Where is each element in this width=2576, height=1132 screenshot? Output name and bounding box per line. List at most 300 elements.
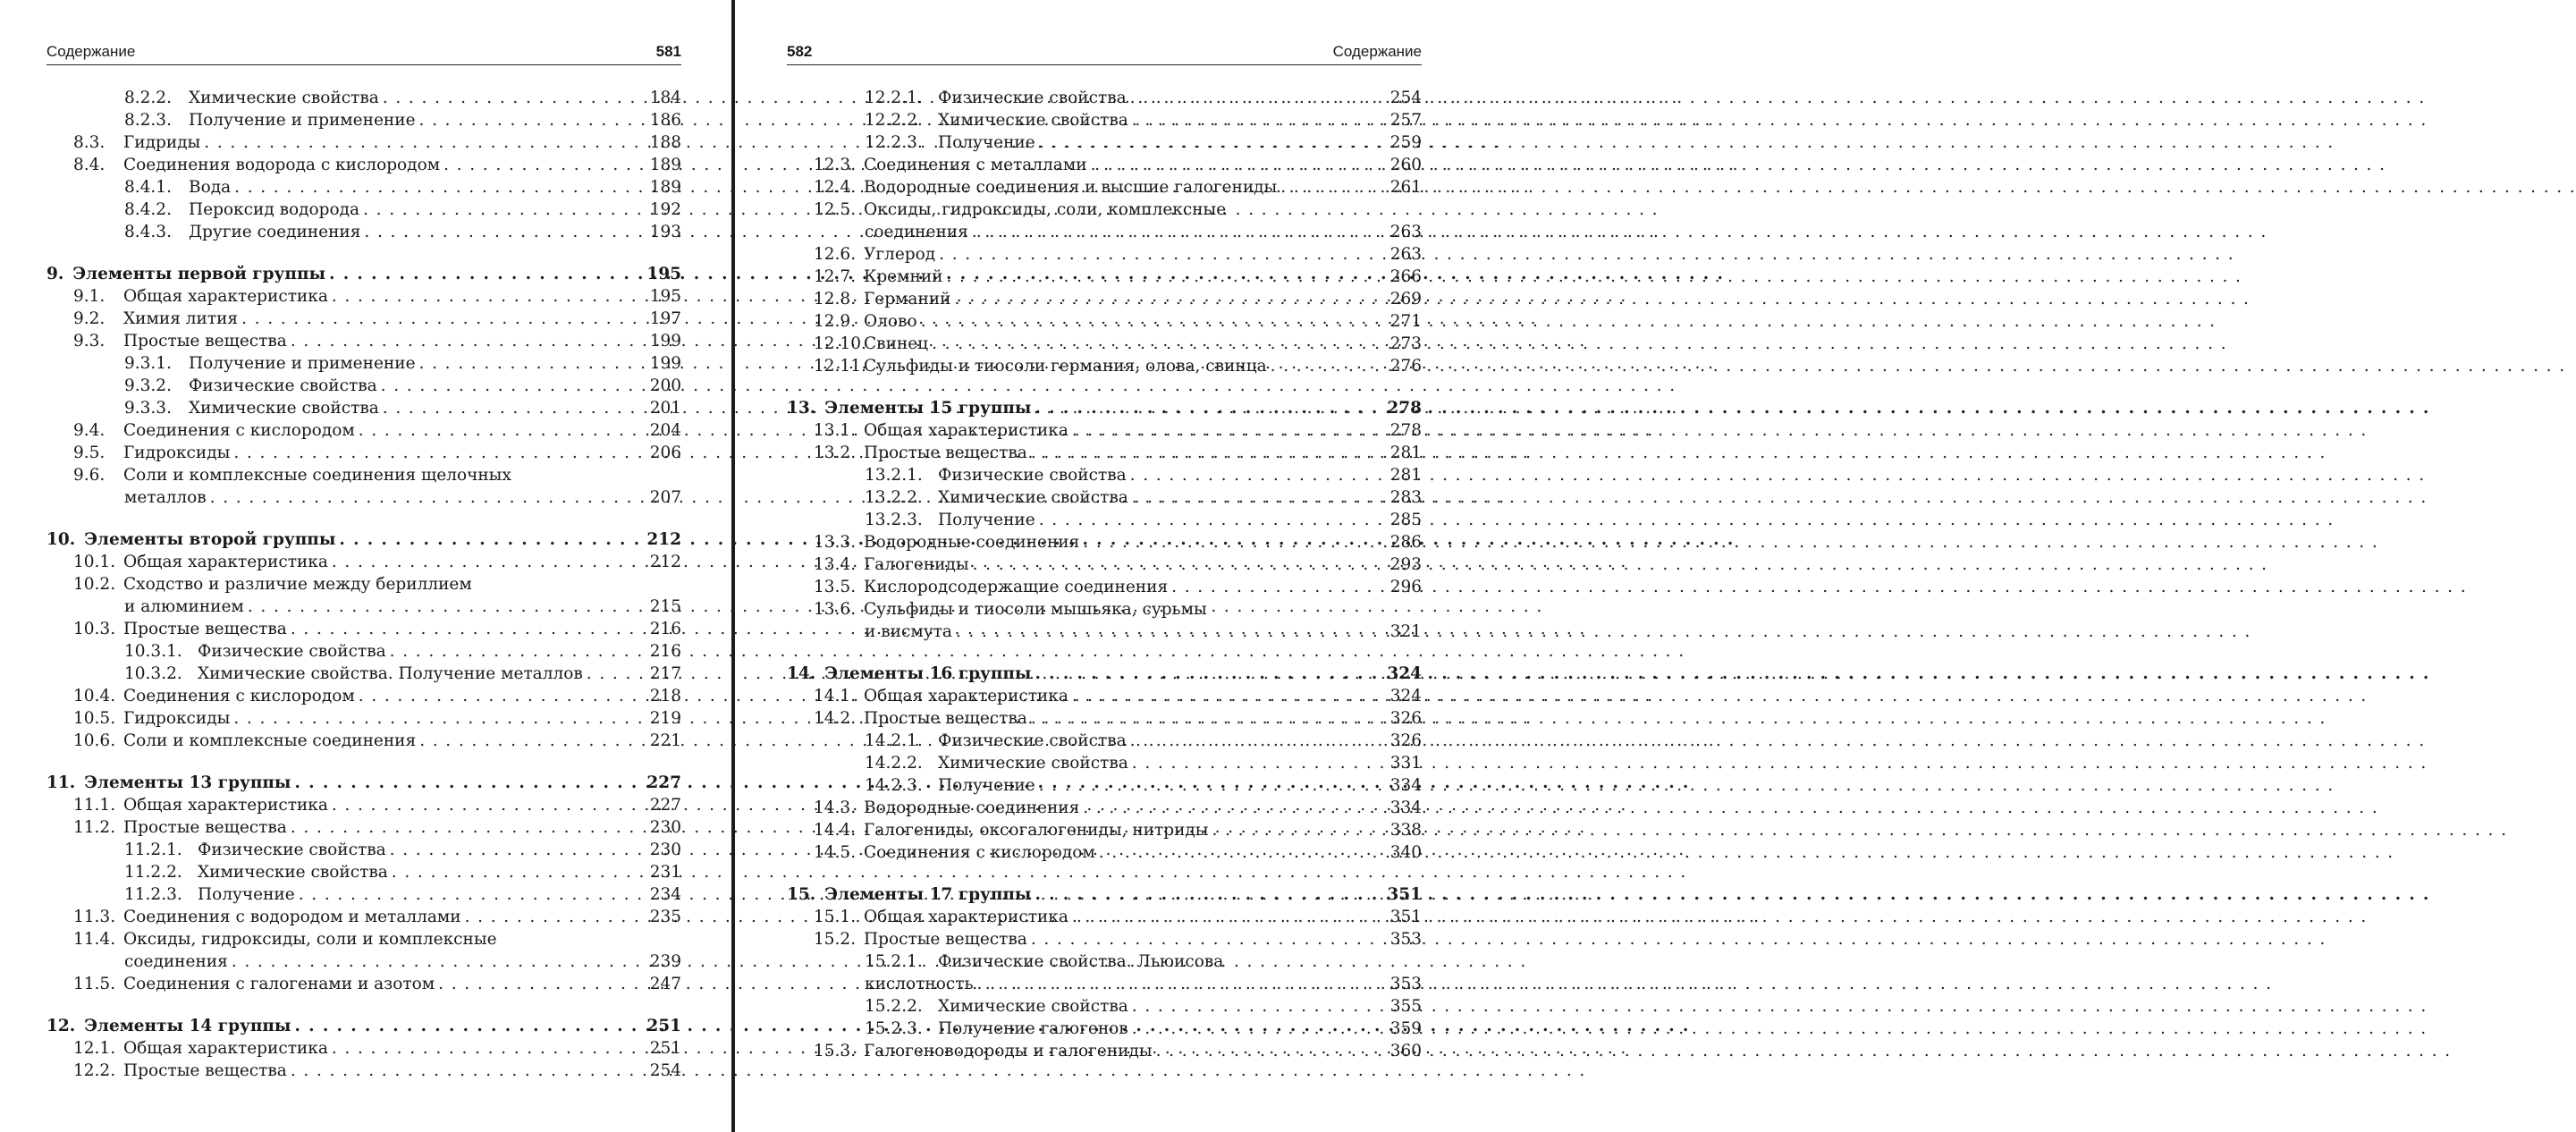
entry-page-number: 324 [1387,664,1422,683]
toc-entry[interactable] [787,509,1422,531]
table-of-contents [46,87,681,1082]
entry-page-number: 212 [646,530,681,549]
leader-dots [287,330,649,352]
entry-title: Германий [864,290,951,308]
toc-chapter[interactable] [46,772,681,794]
leader-dots [377,375,649,397]
entry-number: 13.2. [814,444,857,462]
entry-page-number: 353 [1389,930,1422,949]
entry-title: Простые вещества [123,818,287,837]
toc-entry[interactable] [787,906,1422,928]
entry-page-number: 193 [649,223,681,241]
toc-entry[interactable] [787,288,1422,310]
leader-dots [1128,109,1389,131]
toc-entry[interactable] [787,333,1422,355]
leader-dots [230,442,649,464]
toc-entry[interactable] [787,266,1422,288]
toc-entry[interactable] [46,551,681,573]
toc-entry[interactable] [787,707,1422,730]
entry-number: 12.10. [814,334,866,353]
toc-entry[interactable] [787,310,1422,333]
leader-dots [355,419,649,442]
entry-number: 13.2.2. [865,488,923,507]
toc-entry[interactable] [46,839,681,861]
entry-title: Оксиды, гидроксиды, соли и комплексные [123,930,497,949]
entry-number: 9.5. [73,444,106,462]
toc-entry[interactable] [46,221,681,243]
entry-title: Соединения с галогенами и азотом [123,975,435,993]
toc-entry[interactable] [46,397,681,419]
leader-dots [1153,1040,1389,1062]
entry-title: Галогеноводороды и галогениды [864,1042,1153,1060]
leader-dots [1068,685,1389,707]
entry-number: 9.3.1. [124,354,172,373]
entry-number: 10.3.2. [124,664,182,683]
entry-title: Элементы 13 группы [84,773,291,792]
leader-dots [1087,154,1389,176]
entry-title: Оксиды, гидроксиды, соли, комплексные [864,200,1227,219]
toc-entry[interactable] [46,176,681,199]
entry-page-number: 261 [1389,178,1422,197]
leader-dots [1128,995,1389,1018]
entry-number: 13.4. [814,555,857,574]
entry-page-number: 197 [649,309,681,328]
toc-entry[interactable] [787,950,1422,995]
entry-title: Общая характеристика [123,1039,328,1058]
entry-title-continuation: и висмута [865,622,952,641]
entry-number: 12. [46,1017,76,1035]
entry-number: 15. [787,885,816,904]
toc-chapter[interactable] [46,263,681,285]
entry-number: 9.3.3. [124,399,172,418]
entry-page-number: 221 [649,731,681,750]
entry-title: Соли и комплексные соединения [123,731,417,750]
entry-number: 10.2. [73,575,116,594]
leader-dots [461,906,649,928]
toc-entry[interactable] [787,995,1422,1018]
entry-page-number: 199 [649,332,681,351]
entry-title: Кислородсодержащие соединения [864,578,1169,596]
toc-entry[interactable] [787,553,1422,576]
toc-entry[interactable] [787,131,1422,154]
toc-entry[interactable] [46,442,681,464]
entry-page-number: 326 [1389,709,1422,728]
entry-title: Простые вещества [864,930,1027,949]
toc-entry[interactable] [46,906,681,928]
entry-title: Простые вещества [123,620,287,638]
entry-number: 15.3. [814,1042,857,1060]
toc-entry[interactable] [46,707,681,730]
entry-page-number: 338 [1389,821,1422,840]
entry-page-number: 276 [1389,357,1422,376]
entry-title: Гидроксиды [123,444,231,462]
entry-number: 10.3. [73,620,116,638]
entry-title: Физические свойства [938,466,1127,485]
toc-entry[interactable] [787,176,1422,199]
leader-dots [200,131,649,154]
entry-page-number: 219 [649,709,681,728]
table-of-contents [787,87,1422,1062]
entry-title: Элементы 14 группы [84,1017,291,1035]
leader-dots [1277,176,1389,199]
entry-number: 12.4. [814,178,857,197]
leader-dots [1127,464,1389,486]
entry-number: 10.5. [73,709,116,728]
entry-number: 12.7. [814,267,857,286]
entry-page-number: 231 [649,863,681,882]
entry-number: 13.2.3. [865,511,923,529]
toc-entry[interactable] [46,663,681,685]
entry-page-number: 321 [1389,622,1422,641]
leader-dots [935,243,1389,266]
toc-entry[interactable] [46,375,681,397]
entry-number: 12.2.2. [865,111,923,130]
entry-number: 12.2.1. [865,89,923,107]
entry-title: Водородные соединения [864,798,1080,817]
toc-entry[interactable] [787,243,1422,266]
entry-title: Общая характеристика [123,287,328,306]
entry-title: Сульфиды и тиосоли мышьяка, сурьмы [864,600,1207,619]
toc-entry[interactable] [46,928,681,973]
entry-page-number: 199 [649,354,681,373]
leader-dots [295,883,649,906]
entry-title: Углерод [864,245,936,264]
entry-number: 14.1. [814,687,857,705]
leader-dots [1127,87,1389,109]
toc-entry[interactable] [787,355,1422,377]
toc-chapter[interactable] [787,663,1422,685]
entry-number: 12.8. [814,290,857,308]
toc-entry[interactable] [46,730,681,752]
leader-dots [416,730,649,752]
entry-number: 12.2.3. [865,133,923,152]
entry-page-number: 207 [649,488,681,507]
toc-entry[interactable] [787,576,1422,598]
entry-title: Физические свойства [189,376,377,395]
entry-number: 13.1. [814,421,857,440]
leader-dots [1031,397,1387,419]
entry-number: 10.4. [73,687,116,705]
entry-number: 14.2.3. [865,776,923,795]
toc-entry[interactable] [787,419,1422,442]
entry-number: 9.6. [73,466,106,485]
leader-dots [1267,355,1389,377]
entry-number: 8.2.2. [124,89,172,107]
entry-number: 13.5. [814,578,857,596]
entry-title: Физические свойства [938,731,1127,750]
entry-title: Общая характеристика [864,687,1068,705]
toc-entry[interactable] [787,109,1422,131]
toc-entry[interactable] [46,199,681,221]
entry-number: 8.3. [73,133,106,152]
entry-number: 14.3. [814,798,857,817]
entry-number: 11.4. [73,930,116,949]
entry-number: 13.2.1. [865,466,923,485]
entry-page-number: 186 [649,111,681,130]
toc-entry[interactable] [787,1040,1422,1062]
toc-entry[interactable] [46,131,681,154]
entry-number: 14.2.2. [865,754,923,773]
running-title: Содержание [1332,43,1422,60]
leader-dots [379,397,649,419]
leader-dots [287,816,649,839]
leader-dots [1168,576,1389,598]
leader-dots [416,109,649,131]
toc-entry[interactable] [787,841,1422,864]
entry-title: Свинец [864,334,929,353]
entry-number: 11.1. [73,796,116,815]
page-number: 582 [787,43,813,60]
entry-page-number: 273 [1389,334,1422,353]
leader-dots [435,973,649,995]
entry-page-number: 324 [1389,687,1422,705]
entry-page-number: 247 [649,975,681,993]
leader-dots [379,87,649,109]
toc-entry[interactable] [46,973,681,995]
entry-title: Соединения с кислородом [123,687,355,705]
entry-title: Общая характеристика [123,796,328,815]
entry-page-number: 212 [649,553,681,571]
entry-page-number: 218 [649,687,681,705]
entry-page-number: 351 [1389,908,1422,926]
entry-number: 13.3. [814,533,857,552]
leader-dots [1095,841,1389,864]
leader-dots [943,266,1390,288]
toc-entry[interactable] [787,819,1422,841]
toc-entry[interactable] [46,816,681,839]
page-number: 581 [655,43,681,60]
entry-page-number: 257 [1389,111,1422,130]
leader-dots [230,707,649,730]
entry-number: 9.2. [73,309,106,328]
toc-entry[interactable] [787,154,1422,176]
toc-entry[interactable] [46,330,681,352]
entry-page-number: 266 [1389,267,1422,286]
entry-page-number: 286 [1389,533,1422,552]
entry-number: 15.2.3. [865,1019,923,1038]
entry-number: 11.2.1. [124,841,182,859]
leader-dots [1035,131,1389,154]
leader-dots [360,221,649,243]
entry-number: 15.2.2. [865,997,923,1016]
leader-dots [328,551,649,573]
entry-number: 12.11. [814,357,866,376]
entry-page-number: 234 [649,885,681,904]
entry-number: 12.6. [814,245,857,264]
leader-dots [238,308,649,330]
toc-entry[interactable] [46,308,681,330]
toc-entry[interactable] [46,685,681,707]
entry-page-number: 355 [1389,997,1422,1016]
toc-entry[interactable] [46,1037,681,1060]
toc-entry[interactable] [46,285,681,308]
entry-title: Простые вещества [123,332,287,351]
leader-dots [1031,663,1387,685]
entry-number: 14.2.1. [865,731,923,750]
toc-entry[interactable] [787,774,1422,797]
entry-title: Получение галогенов [938,1019,1128,1038]
entry-page-number: 251 [649,1039,681,1058]
entry-page-number: 188 [649,133,681,152]
entry-title: Физические свойства [198,642,386,661]
toc-chapter[interactable] [787,397,1422,419]
leader-dots [231,176,649,199]
entry-page-number: 285 [1389,511,1422,529]
entry-title: Общая характеристика [123,553,328,571]
toc-entry[interactable] [787,199,1422,243]
entry-number: 11.3. [73,908,116,926]
entry-title: Химические свойства [198,863,388,882]
toc-entry[interactable] [787,87,1422,109]
running-title: Содержание [46,43,136,60]
entry-number: 9.3.2. [124,376,172,395]
leader-dots [917,310,1389,333]
toc-entry[interactable] [46,1060,681,1082]
leader-dots [928,333,1389,355]
entry-number: 14.4. [814,821,857,840]
entry-page-number: 227 [646,773,681,792]
toc-entry[interactable] [787,442,1422,464]
entry-number: 14. [787,664,816,683]
entry-page-number: 195 [649,287,681,306]
entry-title-continuation: кислотность [865,975,974,993]
entry-title: Химические свойства [189,399,379,418]
entry-page-number: 260 [1389,156,1422,174]
entry-page-number: 283 [1389,488,1422,507]
leader-dots [359,199,649,221]
toc-chapter[interactable] [46,528,681,551]
entry-title: Пероксид водорода [189,200,360,219]
entry-number: 12.5. [814,200,857,219]
toc-entry[interactable] [46,861,681,883]
entry-title: Элементы первой группы [72,265,326,283]
leader-dots [1127,730,1389,752]
entry-page-number: 216 [649,642,681,661]
entry-title: Общая характеристика [864,908,1068,926]
entry-number: 15.1. [814,908,857,926]
toc-entry[interactable] [46,573,681,618]
toc-entry[interactable] [787,1018,1422,1040]
leader-dots [1128,486,1389,509]
entry-number: 11.2.2. [124,863,182,882]
leader-dots [328,1037,649,1060]
toc-entry[interactable] [787,598,1422,643]
entry-title: Кремний [864,267,943,286]
entry-number: 8.2.3. [124,111,172,130]
entry-page-number: 254 [1389,89,1422,107]
toc-chapter[interactable] [46,1015,681,1037]
entry-number: 14.2. [814,709,857,728]
toc-entry[interactable] [787,685,1422,707]
entry-page-number: 195 [646,265,681,283]
leader-dots [244,596,649,618]
toc-entry[interactable] [46,109,681,131]
toc-entry[interactable] [787,531,1422,553]
entry-number: 9.1. [73,287,106,306]
entry-title: Получение [938,133,1035,152]
entry-page-number: 206 [649,444,681,462]
leader-dots [1128,752,1389,774]
entry-page-number: 278 [1389,421,1422,440]
entry-page-number: 360 [1389,1042,1422,1060]
entry-title: Получение [938,511,1035,529]
entry-title: Элементы второй группы [84,530,336,549]
leader-dots [1035,774,1389,797]
leader-dots [1079,797,1389,819]
entry-number: 8.4.1. [124,178,172,197]
entry-number: 10.1. [73,553,116,571]
leader-dots [1031,883,1387,906]
entry-title: Водородные соединения [864,533,1080,552]
entry-title: Соединения с металлами [864,156,1087,174]
entry-title-continuation: соединения [124,952,228,971]
toc-entry[interactable] [787,928,1422,950]
toc-entry[interactable] [46,154,681,176]
entry-number: 11.2.3. [124,885,182,904]
entry-number: 11.2. [73,818,116,837]
entry-title: Получение [198,885,295,904]
leader-dots [287,1060,649,1082]
toc-entry[interactable] [46,464,681,509]
left-page-header [46,41,681,65]
entry-page-number: 271 [1389,312,1422,331]
toc-entry[interactable] [787,752,1422,774]
toc-entry[interactable] [787,797,1422,819]
toc-entry[interactable] [46,794,681,816]
toc-entry[interactable] [787,464,1422,486]
entry-title: Соединения с водородом и металлами [123,908,461,926]
entry-title: Химические свойства [938,754,1128,773]
leader-dots [1035,509,1389,531]
leader-dots [1027,442,1389,464]
toc-entry[interactable] [46,618,681,640]
entry-page-number: 353 [1389,975,1422,993]
entry-number: 9.3. [73,332,106,351]
entry-page-number: 189 [649,156,681,174]
entry-page-number: 278 [1387,399,1422,418]
toc-entry[interactable] [46,640,681,663]
toc-entry[interactable] [46,419,681,442]
entry-title: Вода [189,178,232,197]
entry-number: 12.9. [814,312,857,331]
entry-page-number: 227 [649,796,681,815]
entry-page-number: 331 [1389,754,1422,773]
toc-entry[interactable] [46,883,681,906]
left-page [46,0,681,1132]
leader-dots [969,553,1389,576]
leader-dots [328,285,649,308]
entry-title: Сходство и различие между бериллием [123,575,472,594]
toc-chapter[interactable] [787,883,1422,906]
entry-page-number: 351 [1387,885,1422,904]
entry-title: Физические свойства [198,841,386,859]
toc-entry[interactable] [787,730,1422,752]
toc-entry[interactable] [787,486,1422,509]
leader-dots [1128,1018,1389,1040]
toc-entry[interactable] [46,352,681,375]
entry-title-continuation: и алюминием [124,597,244,616]
entry-number: 8.4.2. [124,200,172,219]
entry-page-number: 281 [1389,444,1422,462]
entry-page-number: 235 [649,908,681,926]
entry-title: Простые вещества [864,444,1027,462]
entry-title: Элементы 15 группы [824,399,1032,418]
leader-dots [1079,531,1389,553]
entry-page-number: 254 [649,1061,681,1080]
toc-entry[interactable] [46,87,681,109]
entry-number: 14.5. [814,843,857,862]
entry-number: 8.4. [73,156,106,174]
